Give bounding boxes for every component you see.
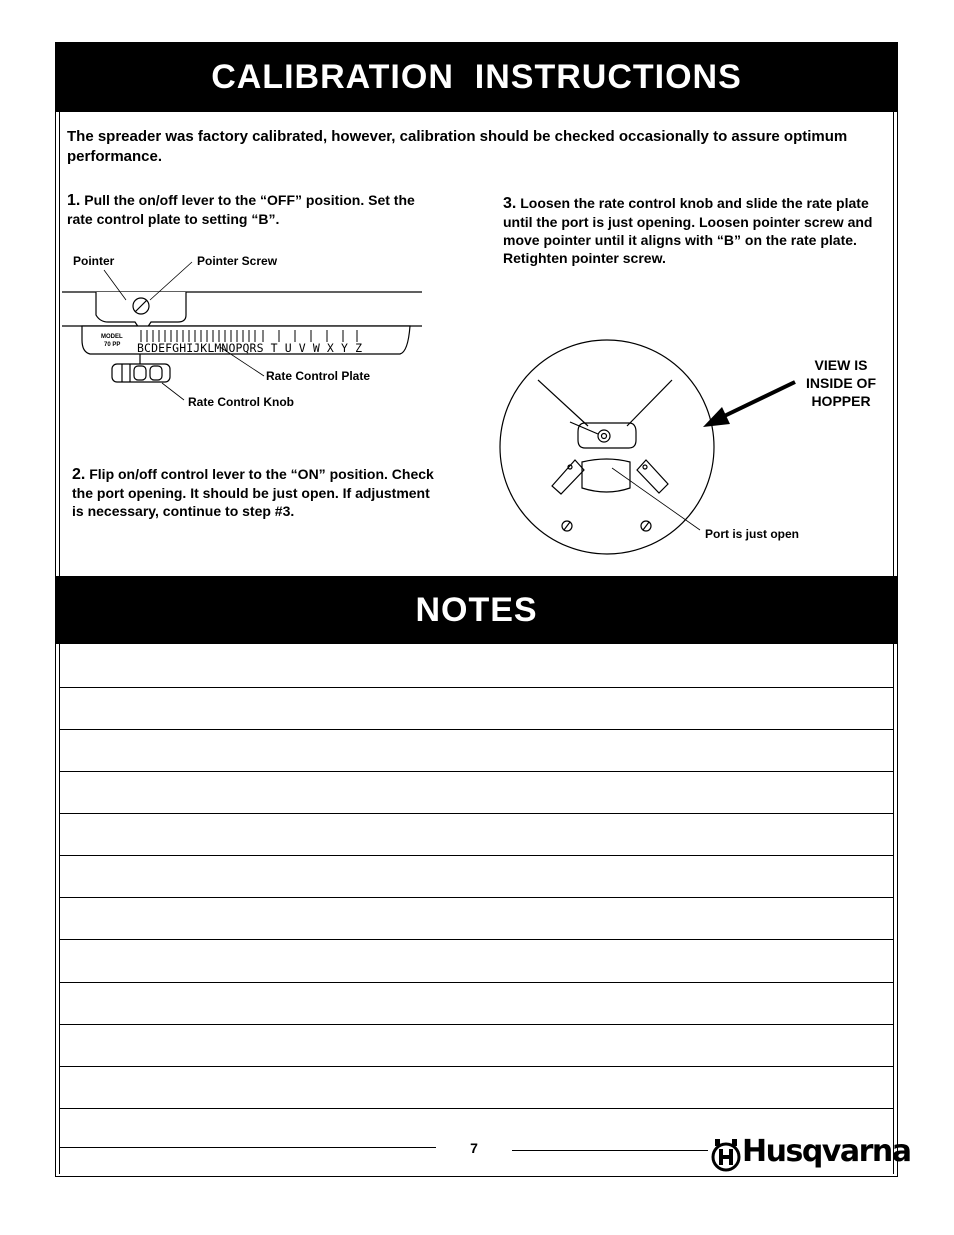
notes-title: NOTES — [415, 591, 538, 629]
rate-scale-letters: BCDEFGHIJKLMNOPQRS T U V W X Y Z — [137, 341, 362, 355]
note-line — [60, 855, 893, 856]
note-line — [60, 939, 893, 940]
step-2-text: Flip on/off control lever to the “ON” position. Check the port opening. It should be just open. If adjustment is necessary, continue to step #3. — [72, 466, 434, 519]
note-line — [60, 1108, 893, 1109]
port-open-label: Port is just open — [705, 527, 800, 541]
note-line — [60, 687, 893, 688]
rate-control-plate-label: Rate Control Plate — [266, 369, 371, 383]
note-line — [60, 1066, 893, 1067]
step-3-number: 3. — [503, 195, 517, 212]
pointer-screw-label: Pointer Screw — [197, 254, 278, 268]
page-number: 7 — [470, 1140, 478, 1156]
brand-wordmark: Husqvarna — [742, 1134, 911, 1169]
rate-control-knob-label: Rate Control Knob — [188, 395, 294, 409]
note-line — [60, 897, 893, 898]
note-line — [60, 729, 893, 730]
note-line — [60, 771, 893, 772]
step-2-number: 2. — [72, 466, 86, 483]
step-1-number: 1. — [67, 192, 81, 209]
view-inside-hopper-note: VIEW IS INSIDE OF HOPPER — [805, 357, 876, 409]
notes-banner — [55, 576, 898, 644]
model-label-1: MODEL — [101, 334, 123, 340]
calibration-title: CALIBRATION INSTRUCTIONS — [211, 58, 742, 96]
pointer-label: Pointer — [73, 254, 115, 268]
step-3-text: Loosen the rate control knob and slide the rate plate until the port is just opening. Loosen pointer screw and move pointer until it aligns with “B” on the rate plate. Retighten pointer screw. — [503, 195, 873, 266]
note-line — [60, 982, 893, 983]
footer-rule-left — [60, 1147, 436, 1148]
step-1-text: Pull the on/off lever to the “OFF” position. Set the rate control plate to setting “B”. — [67, 192, 415, 227]
husqvarna-logo-icon — [710, 1135, 742, 1175]
model-label-2: 70 PP — [104, 342, 121, 348]
intro-paragraph: The spreader was factory calibrated, however, calibration should be checked occasionally to assure optimum performance. — [67, 128, 848, 165]
note-line — [60, 813, 893, 814]
note-line — [60, 1024, 893, 1025]
footer-rule-right — [512, 1150, 708, 1151]
